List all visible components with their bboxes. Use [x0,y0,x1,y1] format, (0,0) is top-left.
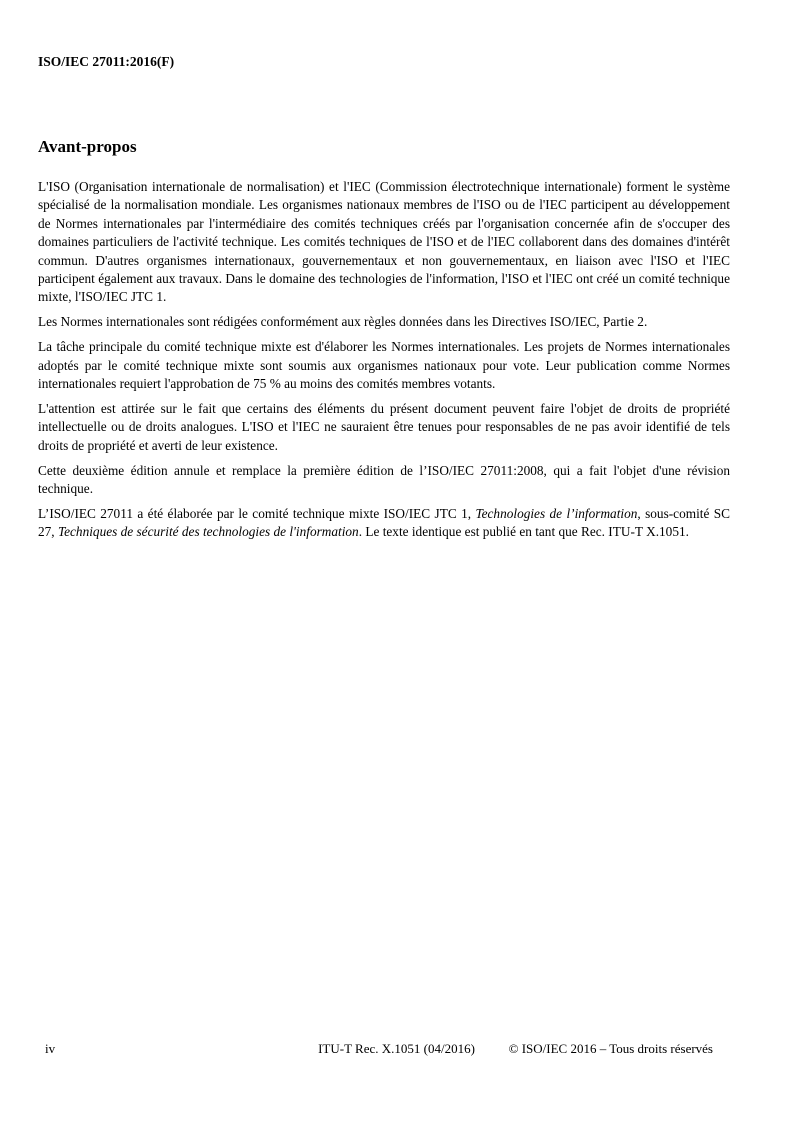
text-run: L’ISO/IEC 27011 a été élaborée par le comité technique mixte ISO/IEC JTC 1, [38,506,476,521]
footer-doc-reference: ITU-T Rec. X.1051 (04/2016) [318,1041,475,1056]
text-run: L'ISO (Organisation internationale de normalisation) et l'IEC (Commission électrotechnique internationale) forment le système spécialisé de la normalisation mondiale. Les organismes nationaux membres de l'ISO ou de l'IEC participent au développement de Normes internationales par l'intermédiaire des comités techniques créés par l'organisation concernée afin de s'occuper des domaines particuliers de l'activité technique. Les comités techniques de l'ISO et de l'IEC collaborent dans des domaines d'intérêt commun. D'autres organismes internationaux, gouvernementaux et non gouvernementaux, en liaison avec l'ISO et l'IEC participent également aux travaux. Dans le domaine des technologies de l'information, l'ISO et l'IEC ont créé un comité technique mixte, l'ISO/IEC JTC 1. [38,179,730,305]
text-run: Cette deuxième édition annule et remplace la première édition de l’ISO/IEC 27011:2008, qui a fait l'objet d'une révision technique. [38,462,730,497]
paragraph [38,178,730,307]
running-header: ISO/IEC 27011:2016(F) [38,54,175,69]
page-number: iv [45,1041,56,1056]
text-run: . Le texte identique est publié en tant que Rec. ITU-T X.1051. [358,524,689,540]
text-run: Les Normes internationales sont rédigées conformément aux règles données dans les Directives ISO/IEC, Partie 2. [38,314,648,330]
page-footer [0,1041,793,1059]
paragraph [38,313,730,331]
paragraph [38,400,730,455]
page-content [38,137,730,548]
paragraph [38,505,730,542]
italic-run: Technologies de l’information [475,506,638,521]
text-run: , sous-comité SC 27, [38,506,731,540]
italic-run: Techniques de sécurité des technologies de l'information [57,524,359,540]
paragraph [38,462,730,499]
text-run: La tâche principale du comité technique mixte est d'élaborer les Normes internationales. Les projets de Normes internationales adoptés par le comité technique mixte sont soumis aux organismes nationaux pour vote. Leur publication comme Normes internationales requiert l'approbation de 75 % au moins des comités membres votants. [38,339,730,392]
page-title: Avant-propos [38,137,137,156]
body-text [38,178,730,542]
text-run: L'attention est attirée sur le fait que certains des éléments du présent document peuvent faire l'objet de droits de propriété intellectuelle ou de droits analogues. L'ISO et l'IEC ne sauraient être tenues pour responsables de ne pas avoir identifié de tels droits de propriété et averti de leur existence. [38,400,730,453]
paragraph [38,338,730,393]
footer-copyright: © ISO/IEC 2016 – Tous droits réservés [508,1041,713,1056]
